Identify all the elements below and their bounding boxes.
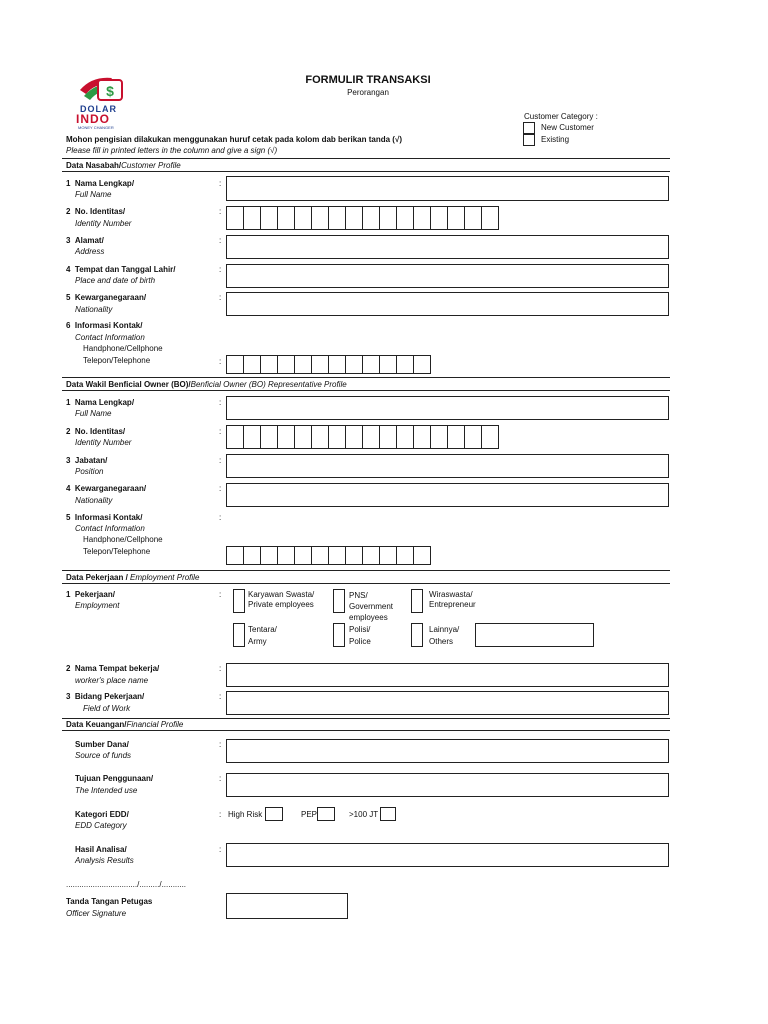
customer-birth-label: 4 Tempat dan Tanggal Lahir/ (66, 265, 176, 274)
svg-text:$: $ (106, 83, 114, 99)
existing-customer-label: Existing (541, 135, 570, 144)
analysis-results-input[interactable] (226, 843, 669, 867)
officer-signature-box[interactable] (226, 893, 348, 919)
form-subtitle: Perorangan (347, 88, 389, 97)
edd-high-risk-label: High Risk (228, 810, 263, 819)
edd-high-risk-checkbox[interactable] (265, 807, 283, 821)
date-line: ................................/........./........... (66, 880, 187, 889)
source-of-funds-input[interactable] (226, 739, 669, 763)
form-title: FORMULIR TRANSAKSI (305, 74, 431, 86)
logo-text-dolar: DOLAR (80, 104, 117, 114)
logo-text-indo: INDO (76, 112, 110, 126)
logo-subtext: MONEY CHANGER (78, 125, 114, 130)
instruction-id: Mohon pengisian dilakukan menggunakan huruf cetak pada kolom dab berikan tanda (√) (66, 135, 402, 144)
bo-nationality-input[interactable] (226, 483, 669, 507)
bo-telephone-input[interactable] (226, 546, 430, 565)
analysis-results-label: Hasil Analisa/ (75, 845, 127, 854)
bo-position-input[interactable] (226, 454, 669, 478)
edd-over-100jt-label: >100 JT (349, 810, 379, 819)
bo-position-label: 3 Jabatan/ (66, 456, 108, 465)
bo-full-name-input[interactable] (226, 396, 669, 420)
customer-nationality-input[interactable] (226, 292, 669, 316)
section-financial-profile: Data Keuangan/Financial Profile (66, 720, 184, 729)
bo-identity-number-input[interactable] (226, 425, 498, 449)
employment-police-checkbox[interactable] (333, 623, 345, 647)
bo-full-name-label: 1 Nama Lengkap/ (66, 398, 135, 407)
section-bo-profile: Data Wakil Benficial Owner (BO)/Benficial Owner (BO) Representative Profile (66, 380, 347, 389)
bo-contact-label: 5 Informasi Kontak/ (66, 513, 143, 522)
workplace-name-label: 2 Nama Tempat bekerja/ (66, 664, 160, 673)
officer-signature-label: Tanda Tangan Petugas (66, 897, 153, 906)
section-employment-profile: Data Pekerjaan / Employment Profile (66, 573, 200, 582)
source-of-funds-label: Sumber Dana/ (75, 740, 129, 749)
existing-customer-checkbox[interactable] (523, 134, 535, 146)
customer-identity-number-input[interactable] (226, 206, 498, 230)
new-customer-checkbox[interactable] (523, 122, 535, 134)
customer-telephone-input[interactable] (226, 355, 430, 374)
field-of-work-label: 3 Bidang Pekerjaan/ (66, 692, 145, 701)
employment-pns-checkbox[interactable] (333, 589, 345, 613)
edd-pep-checkbox[interactable] (317, 807, 335, 821)
customer-category-label: Customer Category : (524, 112, 598, 121)
employment-entrepreneur-checkbox[interactable] (411, 589, 423, 613)
bo-identity-number-label: 2 No. Identitas/ (66, 427, 126, 436)
employment-others-checkbox[interactable] (411, 623, 423, 647)
customer-contact-label: 6 Informasi Kontak/ (66, 321, 143, 330)
employment-others-input[interactable] (475, 623, 594, 647)
customer-nationality-label: 5 Kewarganegaraan/ (66, 293, 147, 302)
customer-birth-input[interactable] (226, 264, 669, 288)
customer-full-name-label: 1 Nama Lengkap/ (66, 179, 135, 188)
customer-identity-number-label: 2 No. Identitas/ (66, 207, 126, 216)
customer-address-input[interactable] (226, 235, 669, 259)
intended-use-input[interactable] (226, 773, 669, 797)
intended-use-label: Tujuan Penggunaan/ (75, 774, 154, 783)
bo-nationality-label: 4 Kewarganegaraan/ (66, 484, 147, 493)
customer-address-label: 3 Alamat/ (66, 236, 104, 245)
workplace-name-input[interactable] (226, 663, 669, 687)
field-of-work-input[interactable] (226, 691, 669, 715)
employment-label: 1 Pekerjaan/ (66, 590, 115, 599)
new-customer-label: New Customer (541, 123, 594, 132)
customer-full-name-input[interactable] (226, 176, 669, 201)
instruction-en: Please fill in printed letters in the column and give a sign (√) (66, 146, 278, 155)
section-customer-profile: Data Nasabah/Customer Profile (66, 161, 181, 170)
edd-over-100jt-checkbox[interactable] (380, 807, 396, 821)
employment-private-checkbox[interactable] (233, 589, 245, 613)
edd-category-label: Kategori EDD/ (75, 810, 129, 819)
employment-army-checkbox[interactable] (233, 623, 245, 647)
edd-pep-label: PEP (301, 810, 318, 819)
